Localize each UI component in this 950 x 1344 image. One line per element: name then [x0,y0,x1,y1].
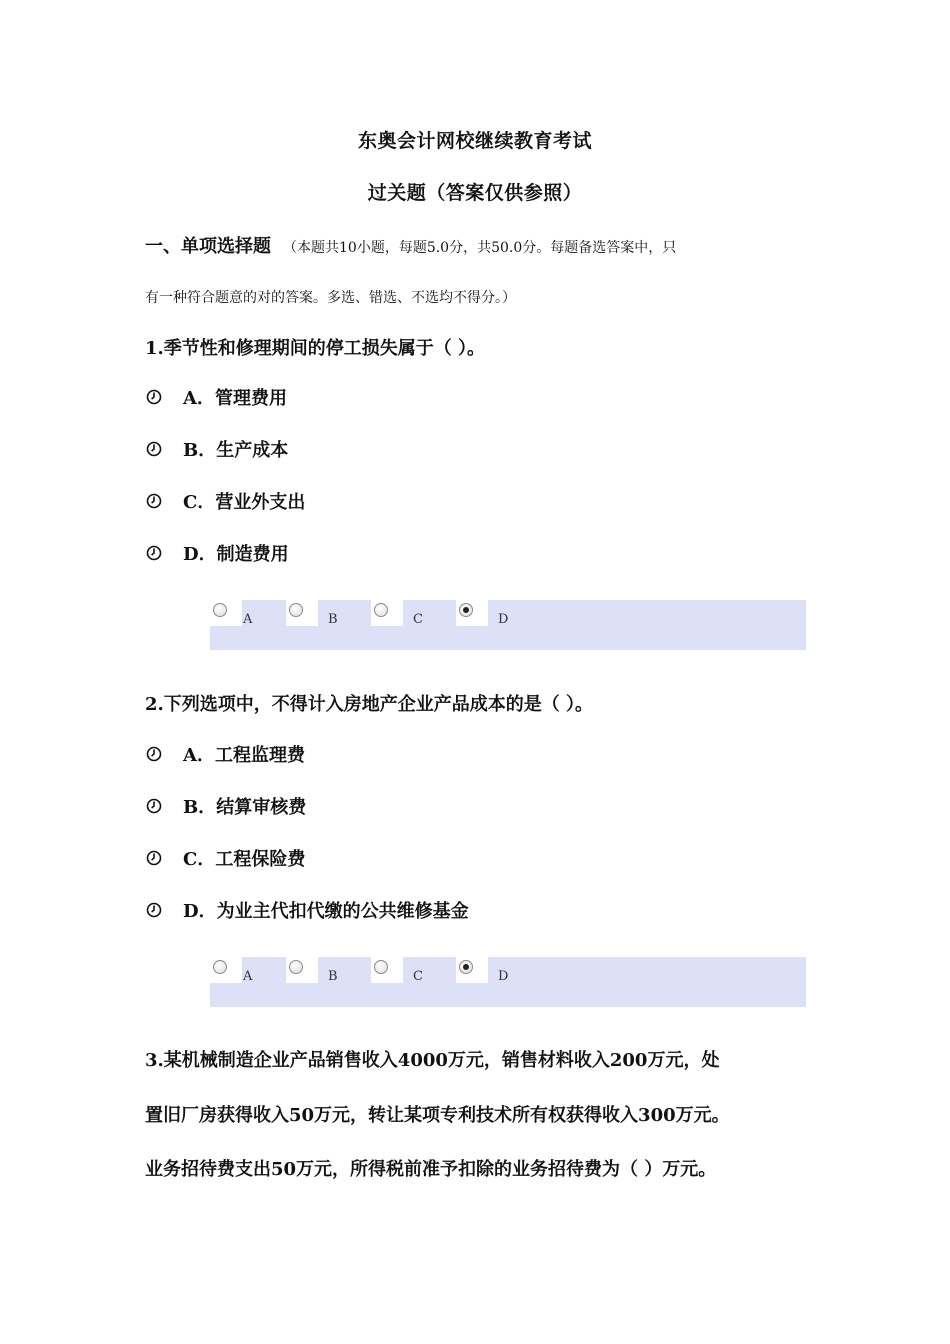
answer-radio-label-c: C [413,612,423,627]
answer-radio-cell-d [456,957,488,983]
question-1-option-c [145,488,305,514]
clock-icon [145,797,163,815]
section-heading-text: 一、单项选择题 [145,236,271,257]
answer-radio-cell-b [286,957,318,983]
option-label: D．为业主代扣代缴的公共维修基金 [183,901,469,922]
document-title: 东奥会计网校继续教育考试 [357,130,592,152]
answer-radio-cell-c [371,957,403,983]
clock-icon [145,440,163,458]
question-3-text-line-1: 3.某机械制造企业产品销售收入4000万元，销售材料收入200万元，处 [145,1050,720,1071]
option-label: B．生产成本 [183,440,289,461]
option-label: B．结算审核费 [183,797,307,818]
answer-radio-a[interactable] [213,603,227,617]
answer-radio-b[interactable] [289,603,303,617]
answer-radio-a[interactable] [213,960,227,974]
question-1-option-a [145,384,287,410]
section-description-continued: 有一种符合题意的对的答案。多选、错选、不选均不得分。） [145,290,516,306]
question-2-option-d [145,897,469,923]
option-label: A．工程监理费 [183,745,305,766]
question-3-text-line-2: 置旧厂房获得收入50万元，转让某项专利技术所有权获得收入300万元。 [145,1105,730,1126]
question-1-text: 1.季节性和修理期间的停工损失属于（ ）。 [145,338,486,359]
answer-radio-d-selected[interactable] [459,960,473,974]
answer-radio-b[interactable] [289,960,303,974]
answer-radio-label-c: C [413,969,423,984]
clock-icon [145,901,163,919]
question-1-answer-bar [210,600,806,650]
clock-icon [145,544,163,562]
question-3-text-line-3: 业务招待费支出50万元，所得税前准予扣除的业务招待费为（ ）万元。 [145,1159,717,1180]
clock-icon [145,849,163,867]
clock-icon [145,745,163,763]
answer-radio-label-b: B [328,969,338,984]
question-2-text: 2.下列选项中，不得计入房地产企业产品成本的是（ ）。 [145,694,594,715]
question-1-option-b [145,436,288,462]
option-label: C．营业外支出 [183,492,306,513]
clock-icon [145,388,163,406]
option-label: A．管理费用 [183,388,287,409]
question-2-option-b [145,793,306,819]
answer-radio-cell-a [210,600,242,626]
answer-radio-cell-d [456,600,488,626]
answer-radio-cell-a [210,957,242,983]
answer-radio-label-d: D [498,969,509,984]
clock-icon [145,492,163,510]
answer-radio-c[interactable] [374,960,388,974]
question-1-option-d [145,540,289,566]
answer-radio-label-d: D [498,612,509,627]
answer-radio-c[interactable] [374,603,388,617]
question-2-answer-bar [210,957,806,1007]
document-subtitle: 过关题（答案仅供参照） [367,182,583,204]
section-heading [145,232,815,258]
answer-radio-label-b: B [328,612,338,627]
answer-radio-label-a: A [243,612,253,627]
answer-radio-cell-b [286,600,318,626]
answer-radio-cell-c [371,600,403,626]
option-label: D．制造费用 [183,544,289,565]
answer-radio-d-selected[interactable] [459,603,473,617]
section-description: （本题共10小题，每题5.0分，共50.0分。每题备选答案中，只 [283,240,677,256]
answer-radio-label-a: A [243,969,253,984]
question-2-option-c [145,845,305,871]
question-2-option-a [145,741,305,767]
option-label: C．工程保险费 [183,849,306,870]
